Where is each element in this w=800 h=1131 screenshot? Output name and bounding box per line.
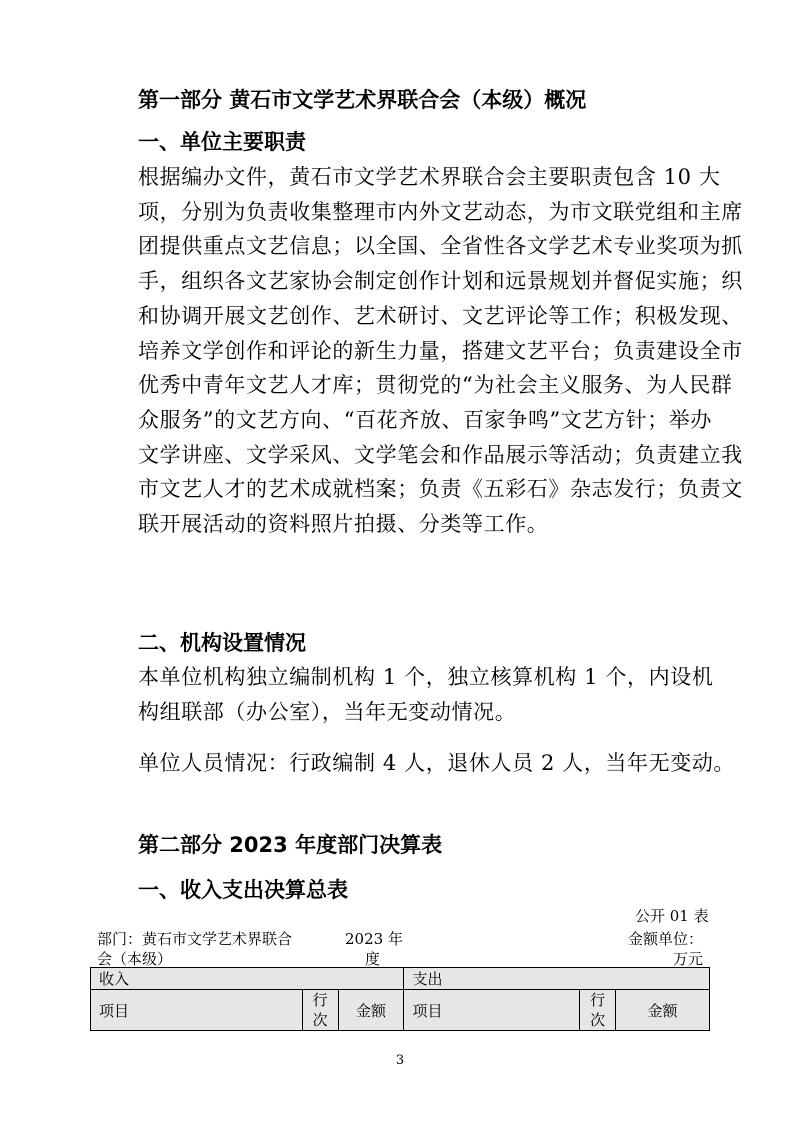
unit-line-2: 万元 [672,950,703,968]
table-section-row [91,968,710,990]
paragraph-line: 手，组织各文艺家协会制定创作计划和远景规划并督促实施；织 [138,269,743,294]
col-expense-row-no-text: 行次 [590,991,606,1029]
page-number: 3 [395,1053,405,1068]
col-income-row-no-text: 行次 [312,991,328,1029]
paragraph-line: 联开展活动的资料照片拍摄、分类等工作。 [138,512,549,537]
part2-heading: 第二部分 2023 年度部门决算表 [138,833,443,857]
part1-heading: 第一部分 黄石市文学艺术界联合会（本级）概况 [138,88,587,112]
paragraph-line: 项，分别为负责收集整理市内外文艺动态，为市文联党组和主席 [138,199,743,224]
col-income-item: 项目 [91,990,303,1031]
department-line-2: 会（本级） [97,950,173,968]
year-line-1: 2023 年 [345,930,403,948]
col-expense-item: 项目 [404,990,580,1031]
paragraph-line: 本单位机构独立编制机构 1 个，独立核算机构 1 个，内设机 [138,665,714,689]
income-header: 收入 [91,968,404,990]
section-title-organization: 二、机构设置情况 [138,631,306,655]
paragraph-line: 优秀中青年文艺人才库；贯彻党的“为社会主义服务、为人民群 [138,373,733,398]
col-income-row-no [302,990,338,1031]
staff-line: 单位人员情况：行政编制 4 人，退休人员 2 人，当年无变动。 [138,751,736,775]
paragraph-line: 培养文学创作和评论的新生力量，搭建文艺平台；负责建设全市 [138,338,743,363]
expense-header: 支出 [404,968,710,990]
paragraph-line: 文学讲座、文学采风、文学笔会和作品展示等活动；负责建立我 [138,442,743,467]
amount-unit-label [600,929,703,969]
section-title-duties: 一、单位主要职责 [138,130,306,154]
col-income-amount: 金额 [338,990,404,1031]
paragraph-line: 根据编办文件，黄石市文学艺术界联合会主要职责包含 10 大 [138,165,721,189]
year-label [345,929,403,969]
year-line-2: 度 [364,950,380,968]
form-code: 公开 01 表 [635,907,709,925]
paragraph-line: 众服务”的文艺方向、“百花齐放、百家争鸣”文艺方针；举办 [138,407,713,432]
paragraph-line: 市文艺人才的艺术成就档案；负责《五彩石》杂志发行；负责文 [138,477,743,502]
duties-paragraph [138,160,743,542]
unit-line-1: 金额单位： [627,930,703,948]
income-expense-table [90,967,710,1031]
section-title-summary-table: 一、收入支出决算总表 [138,878,348,902]
staff-paragraph [138,746,736,781]
paragraph-line: 和协调开展文艺创作、艺术研讨、文艺评论等工作；积极发现、 [138,303,743,328]
organization-paragraph [138,660,714,729]
paragraph-line: 构组联部（办公室），当年无变动情况。 [138,699,517,724]
table-column-header-row [91,990,710,1031]
paragraph-line: 团提供重点文艺信息；以全国、全省性各文学艺术专业奖项为抓 [138,234,743,259]
col-expense-amount: 金额 [616,990,710,1031]
department-label [97,929,292,969]
department-line-1: 部门：黄石市文学艺术界联合 [97,930,293,948]
col-expense-row-no [580,990,616,1031]
